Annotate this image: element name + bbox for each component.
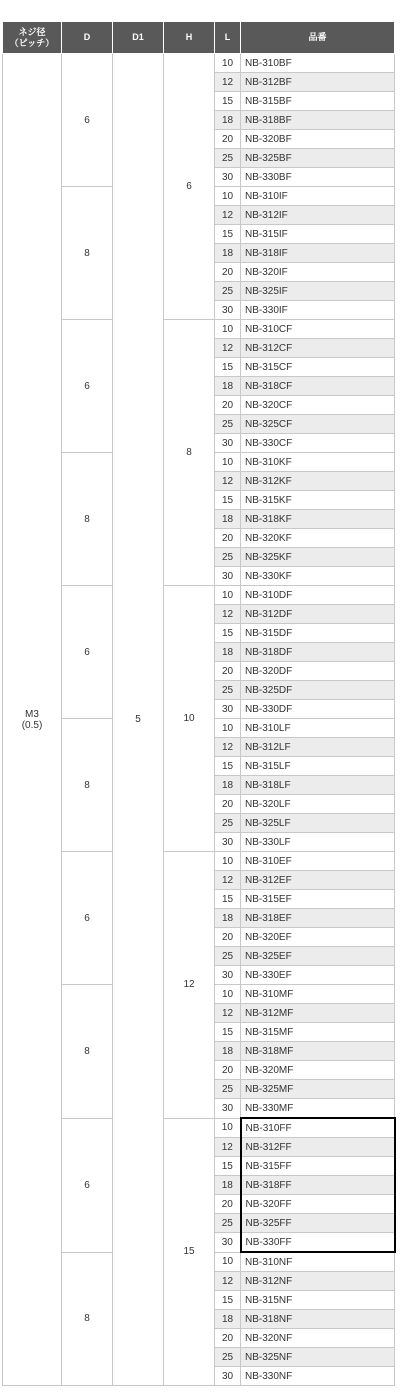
table-row bbox=[3, 586, 395, 605]
part-number-cell: NB-310NF bbox=[241, 1252, 395, 1272]
part-number-cell: NB-312BF bbox=[241, 73, 395, 92]
length-cell: 10 bbox=[215, 1118, 241, 1138]
part-number-cell: NB-315KF bbox=[241, 491, 395, 510]
part-number-cell: NB-315FF bbox=[241, 1157, 395, 1176]
part-number-cell: NB-318LF bbox=[241, 776, 395, 795]
part-number-cell: NB-312EF bbox=[241, 871, 395, 890]
header-d: D bbox=[62, 22, 113, 54]
length-cell: 30 bbox=[215, 700, 241, 719]
d1-cell: 5 bbox=[113, 54, 164, 1386]
part-number-cell: NB-325EF bbox=[241, 947, 395, 966]
part-number-cell: NB-312KF bbox=[241, 472, 395, 491]
length-cell: 18 bbox=[215, 776, 241, 795]
part-number-cell: NB-315DF bbox=[241, 624, 395, 643]
length-cell: 20 bbox=[215, 396, 241, 415]
part-number-cell: NB-325DF bbox=[241, 681, 395, 700]
part-number-cell: NB-325MF bbox=[241, 1080, 395, 1099]
thread-pitch: (0.5) bbox=[21, 719, 43, 731]
length-cell: 18 bbox=[215, 377, 241, 396]
header-pitch-label: （ピッチ） bbox=[9, 37, 55, 48]
part-number-cell: NB-330CF bbox=[241, 434, 395, 453]
length-cell: 20 bbox=[215, 662, 241, 681]
length-cell: 18 bbox=[215, 909, 241, 928]
length-cell: 10 bbox=[215, 453, 241, 472]
table-row bbox=[3, 54, 395, 73]
part-number-cell: NB-320CF bbox=[241, 396, 395, 415]
part-number-cell: NB-315CF bbox=[241, 358, 395, 377]
part-number-cell: NB-325IF bbox=[241, 282, 395, 301]
length-cell: 15 bbox=[215, 1157, 241, 1176]
length-cell: 15 bbox=[215, 1291, 241, 1310]
length-cell: 10 bbox=[215, 54, 241, 73]
length-cell: 30 bbox=[215, 1099, 241, 1119]
length-cell: 18 bbox=[215, 643, 241, 662]
header-thread-label: ネジ径 bbox=[18, 26, 46, 37]
part-number-cell: NB-318BF bbox=[241, 111, 395, 130]
part-number-cell: NB-320DF bbox=[241, 662, 395, 681]
part-number-cell: NB-330KF bbox=[241, 567, 395, 586]
part-number-cell: NB-310LF bbox=[241, 719, 395, 738]
part-number-cell: NB-330IF bbox=[241, 301, 395, 320]
d-cell: 8 bbox=[62, 719, 113, 852]
part-number-cell: NB-310IF bbox=[241, 187, 395, 206]
part-number-cell: NB-315NF bbox=[241, 1291, 395, 1310]
header-d1: D1 bbox=[113, 22, 164, 54]
length-cell: 12 bbox=[215, 339, 241, 358]
length-cell: 15 bbox=[215, 890, 241, 909]
length-cell: 18 bbox=[215, 1176, 241, 1195]
part-number-cell: NB-312FF bbox=[241, 1138, 395, 1157]
part-number-cell: NB-320MF bbox=[241, 1061, 395, 1080]
part-number-cell: NB-310KF bbox=[241, 453, 395, 472]
part-number-cell: NB-310CF bbox=[241, 320, 395, 339]
part-number-cell: NB-320FF bbox=[241, 1195, 395, 1214]
length-cell: 12 bbox=[215, 605, 241, 624]
part-number-cell: NB-325FF bbox=[241, 1214, 395, 1233]
length-cell: 15 bbox=[215, 624, 241, 643]
length-cell: 30 bbox=[215, 966, 241, 985]
d-cell: 6 bbox=[62, 852, 113, 985]
part-number-cell: NB-315IF bbox=[241, 225, 395, 244]
length-cell: 25 bbox=[215, 947, 241, 966]
header-l: L bbox=[215, 22, 241, 54]
length-cell: 12 bbox=[215, 1272, 241, 1291]
part-number-cell: NB-320IF bbox=[241, 263, 395, 282]
length-cell: 18 bbox=[215, 510, 241, 529]
part-number-cell: NB-318NF bbox=[241, 1310, 395, 1329]
part-number-cell: NB-310DF bbox=[241, 586, 395, 605]
part-number-cell: NB-318IF bbox=[241, 244, 395, 263]
length-cell: 12 bbox=[215, 206, 241, 225]
header-thread bbox=[3, 22, 62, 54]
length-cell: 12 bbox=[215, 1138, 241, 1157]
part-number-cell: NB-320BF bbox=[241, 130, 395, 149]
length-cell: 18 bbox=[215, 1310, 241, 1329]
length-cell: 20 bbox=[215, 928, 241, 947]
part-number-cell: NB-312DF bbox=[241, 605, 395, 624]
length-cell: 12 bbox=[215, 1004, 241, 1023]
part-number-cell: NB-320LF bbox=[241, 795, 395, 814]
length-cell: 10 bbox=[215, 586, 241, 605]
part-number-cell: NB-318KF bbox=[241, 510, 395, 529]
part-number-cell: NB-330BF bbox=[241, 168, 395, 187]
length-cell: 25 bbox=[215, 415, 241, 434]
length-cell: 20 bbox=[215, 263, 241, 282]
length-cell: 10 bbox=[215, 320, 241, 339]
length-cell: 20 bbox=[215, 1195, 241, 1214]
length-cell: 18 bbox=[215, 111, 241, 130]
part-number-cell: NB-318CF bbox=[241, 377, 395, 396]
part-number-cell: NB-315MF bbox=[241, 1023, 395, 1042]
part-number-cell: NB-320KF bbox=[241, 529, 395, 548]
part-number-cell: NB-310MF bbox=[241, 985, 395, 1004]
length-cell: 15 bbox=[215, 92, 241, 111]
d-cell: 6 bbox=[62, 1118, 113, 1252]
part-number-cell: NB-318FF bbox=[241, 1176, 395, 1195]
length-cell: 20 bbox=[215, 1329, 241, 1348]
part-number-cell: NB-325NF bbox=[241, 1348, 395, 1367]
table-body bbox=[3, 54, 395, 1386]
length-cell: 15 bbox=[215, 1023, 241, 1042]
part-number-cell: NB-320NF bbox=[241, 1329, 395, 1348]
spec-table bbox=[2, 21, 396, 1386]
length-cell: 30 bbox=[215, 833, 241, 852]
length-cell: 25 bbox=[215, 1348, 241, 1367]
length-cell: 20 bbox=[215, 529, 241, 548]
length-cell: 30 bbox=[215, 434, 241, 453]
length-cell: 15 bbox=[215, 757, 241, 776]
length-cell: 20 bbox=[215, 1061, 241, 1080]
part-number-cell: NB-312IF bbox=[241, 206, 395, 225]
length-cell: 30 bbox=[215, 168, 241, 187]
h-cell: 12 bbox=[164, 852, 215, 1119]
table-row bbox=[3, 1118, 395, 1138]
d-cell: 6 bbox=[62, 320, 113, 453]
length-cell: 10 bbox=[215, 719, 241, 738]
h-cell: 10 bbox=[164, 586, 215, 852]
length-cell: 10 bbox=[215, 1252, 241, 1272]
part-number-cell: NB-318MF bbox=[241, 1042, 395, 1061]
part-number-cell: NB-315EF bbox=[241, 890, 395, 909]
part-number-cell: NB-310BF bbox=[241, 54, 395, 73]
header-h: H bbox=[164, 22, 215, 54]
length-cell: 25 bbox=[215, 548, 241, 567]
part-number-cell: NB-330NF bbox=[241, 1367, 395, 1386]
length-cell: 10 bbox=[215, 985, 241, 1004]
length-cell: 20 bbox=[215, 130, 241, 149]
length-cell: 12 bbox=[215, 73, 241, 92]
part-number-cell: NB-312NF bbox=[241, 1272, 395, 1291]
d-cell: 8 bbox=[62, 453, 113, 586]
length-cell: 12 bbox=[215, 871, 241, 890]
part-number-cell: NB-330EF bbox=[241, 966, 395, 985]
h-cell: 15 bbox=[164, 1118, 215, 1386]
length-cell: 30 bbox=[215, 301, 241, 320]
h-cell: 8 bbox=[164, 320, 215, 586]
d-cell: 8 bbox=[62, 187, 113, 320]
d-cell: 8 bbox=[62, 1252, 113, 1386]
length-cell: 15 bbox=[215, 358, 241, 377]
length-cell: 25 bbox=[215, 149, 241, 168]
length-cell: 12 bbox=[215, 472, 241, 491]
part-number-cell: NB-325KF bbox=[241, 548, 395, 567]
part-number-cell: NB-330LF bbox=[241, 833, 395, 852]
length-cell: 25 bbox=[215, 282, 241, 301]
length-cell: 15 bbox=[215, 225, 241, 244]
part-number-cell: NB-330MF bbox=[241, 1099, 395, 1119]
part-number-cell: NB-310EF bbox=[241, 852, 395, 871]
part-number-cell: NB-312CF bbox=[241, 339, 395, 358]
header-part-number: 品番 bbox=[241, 22, 395, 54]
length-cell: 25 bbox=[215, 814, 241, 833]
length-cell: 12 bbox=[215, 738, 241, 757]
length-cell: 30 bbox=[215, 1233, 241, 1253]
length-cell: 18 bbox=[215, 1042, 241, 1061]
thread-size: M3 bbox=[25, 708, 39, 720]
part-number-cell: NB-320EF bbox=[241, 928, 395, 947]
d-cell: 6 bbox=[62, 586, 113, 719]
part-number-cell: NB-315BF bbox=[241, 92, 395, 111]
length-cell: 25 bbox=[215, 1080, 241, 1099]
length-cell: 10 bbox=[215, 187, 241, 206]
length-cell: 18 bbox=[215, 244, 241, 263]
part-number-cell: NB-330DF bbox=[241, 700, 395, 719]
part-number-cell: NB-325BF bbox=[241, 149, 395, 168]
part-number-cell: NB-325CF bbox=[241, 415, 395, 434]
part-number-cell: NB-312LF bbox=[241, 738, 395, 757]
length-cell: 20 bbox=[215, 795, 241, 814]
length-cell: 30 bbox=[215, 1367, 241, 1386]
table-row bbox=[3, 852, 395, 871]
thread-size-cell bbox=[3, 54, 62, 1386]
table-row bbox=[3, 320, 395, 339]
length-cell: 25 bbox=[215, 1214, 241, 1233]
d-cell: 6 bbox=[62, 54, 113, 187]
header-row bbox=[3, 22, 395, 54]
length-cell: 10 bbox=[215, 852, 241, 871]
d-cell: 8 bbox=[62, 985, 113, 1119]
part-number-cell: NB-310FF bbox=[241, 1118, 395, 1138]
length-cell: 15 bbox=[215, 491, 241, 510]
length-cell: 25 bbox=[215, 681, 241, 700]
part-number-cell: NB-325LF bbox=[241, 814, 395, 833]
part-number-cell: NB-330FF bbox=[241, 1233, 395, 1253]
h-cell: 6 bbox=[164, 54, 215, 320]
part-number-cell: NB-312MF bbox=[241, 1004, 395, 1023]
part-number-cell: NB-318DF bbox=[241, 643, 395, 662]
length-cell: 30 bbox=[215, 567, 241, 586]
part-number-cell: NB-318EF bbox=[241, 909, 395, 928]
part-number-cell: NB-315LF bbox=[241, 757, 395, 776]
